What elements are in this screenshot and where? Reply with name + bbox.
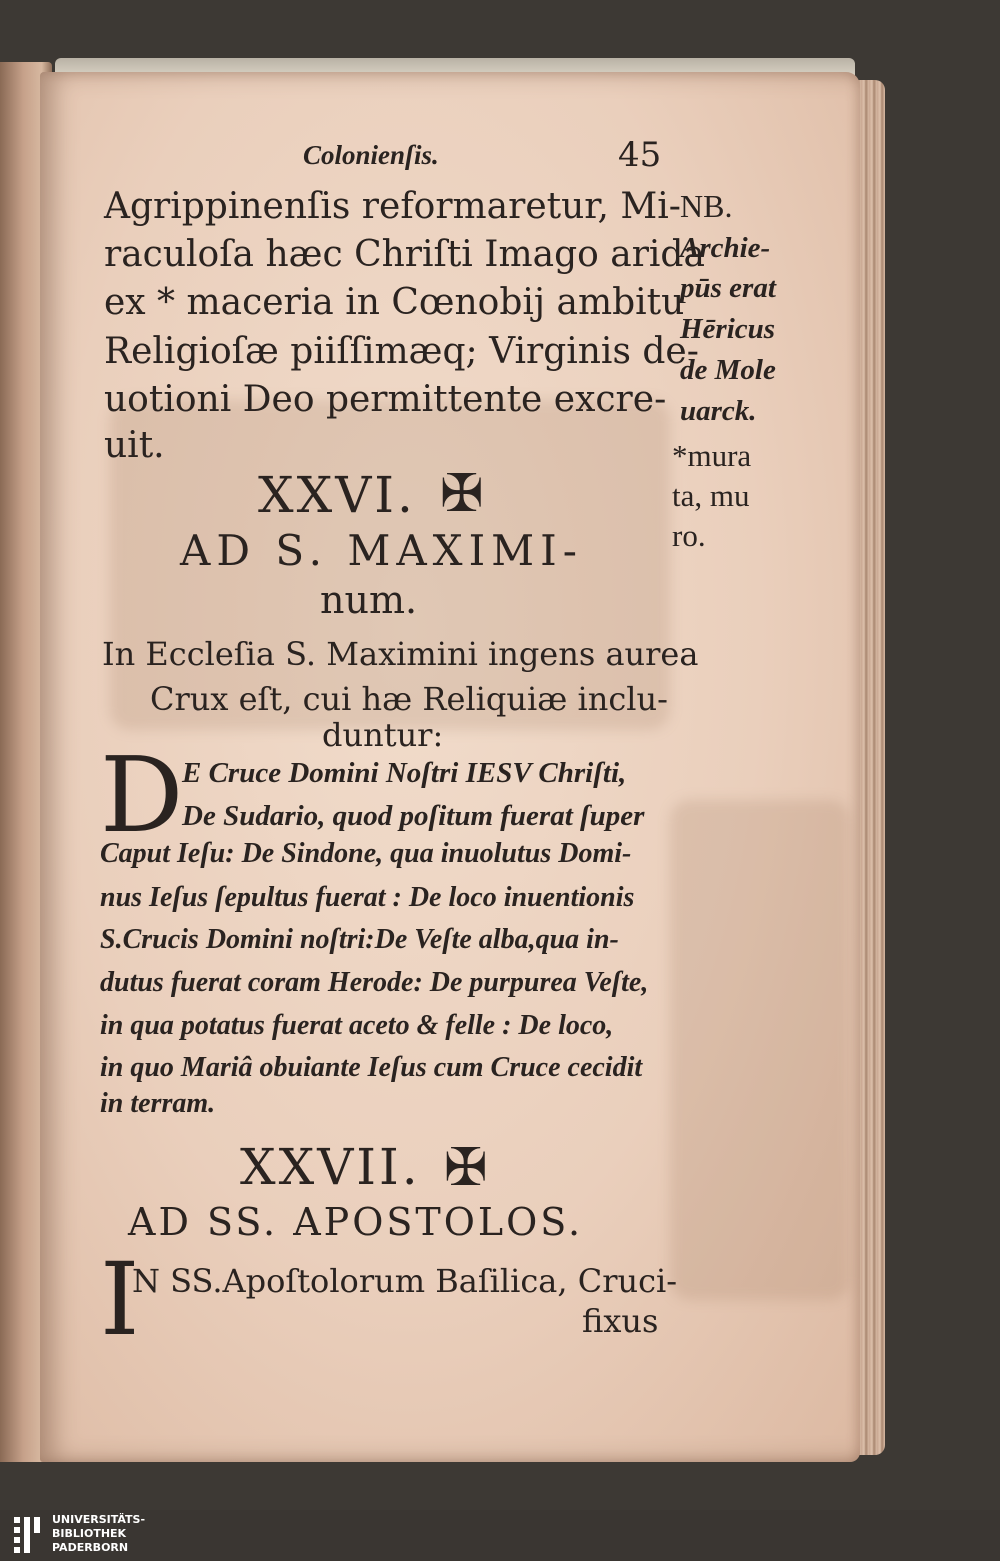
page-number: 45 [618,135,662,175]
margin-note: Archie- [680,232,771,264]
section-heading: AD S. MAXIMI- [180,526,583,575]
text-line: in qua potatus fuerat aceto & felle : De loco, [100,1010,614,1041]
logo-line: PADERBORN [52,1541,129,1554]
margin-footnote: ro. [672,518,706,553]
section-numeral: XXVI. [258,466,416,524]
text-line: in terram. [100,1088,216,1119]
catchword: fixus [582,1302,659,1340]
text-line: Agrippinenſis reformaretur, Mi- [104,186,681,227]
text-line: raculoſa hæc Chriſti Imago arida [104,234,705,275]
text-line: N SS.Apoſtolorum Baſilica, Cruci- [132,1262,678,1300]
margin-note: pūs erat [680,272,776,304]
library-logo-text [52,1513,145,1555]
text-line: S.Crucis Domini noſtri:De Veſte alba,qua in- [100,924,619,955]
section-numeral: XXVII. [240,1138,421,1196]
logo-line: BIBLIOTHEK [52,1527,127,1540]
drop-cap: I [100,1241,140,1358]
drop-cap: D [100,734,184,856]
running-title: Colonienſis. [303,140,439,170]
logo-line: UNIVERSITÄTS- [52,1513,146,1526]
margin-footnote: *mura [672,438,752,473]
text-line: Crux eſt, cui hæ Reliquiæ inclu- [150,680,668,718]
text-line: E Cruce Domini Noſtri IESV Chriſti, [182,757,627,789]
text-line: Caput Ieſu: De Sindone, qua inuolutus Domi- [100,838,632,869]
margin-note: Hēricus [680,313,776,345]
text-line: in quo Mariâ obuiante Ieſus cum Cruce cecidit [100,1052,643,1083]
library-footer [0,1510,1000,1561]
cross-pattee-icon: ✠ [444,1138,488,1198]
text-line: nus Ieſus ſepultus fuerat : De loco inuentionis [100,882,635,913]
text-line: Religioſæ piiſſimæq; Virginis de- [104,331,699,372]
text-line: De Sudario, quod poſitum fuerat ſuper [182,800,645,832]
margin-note: NB. [680,188,733,224]
text-line: In Eccleſia S. Maximini ingens aurea [102,635,699,673]
show-through-stain [670,800,850,1300]
cross-pattee-icon: ✠ [440,464,484,524]
text-line: uit. [104,425,165,466]
text-line: duntur: [322,716,444,754]
margin-footnote: ta, mu [672,478,750,513]
text-line: dutus fuerat coram Herode: De purpurea Veſte, [100,967,649,998]
text-line: uotioni Deo permittente excre- [104,379,667,420]
section-heading: num. [320,578,418,622]
margin-note: uarck. [680,395,757,427]
section-heading: AD SS. APOSTOLOS. [128,1200,584,1244]
margin-note: de Mole [680,354,776,386]
text-line: ex * maceria in Cœnobij ambitu [104,282,685,323]
library-logo-icon [10,1513,46,1557]
